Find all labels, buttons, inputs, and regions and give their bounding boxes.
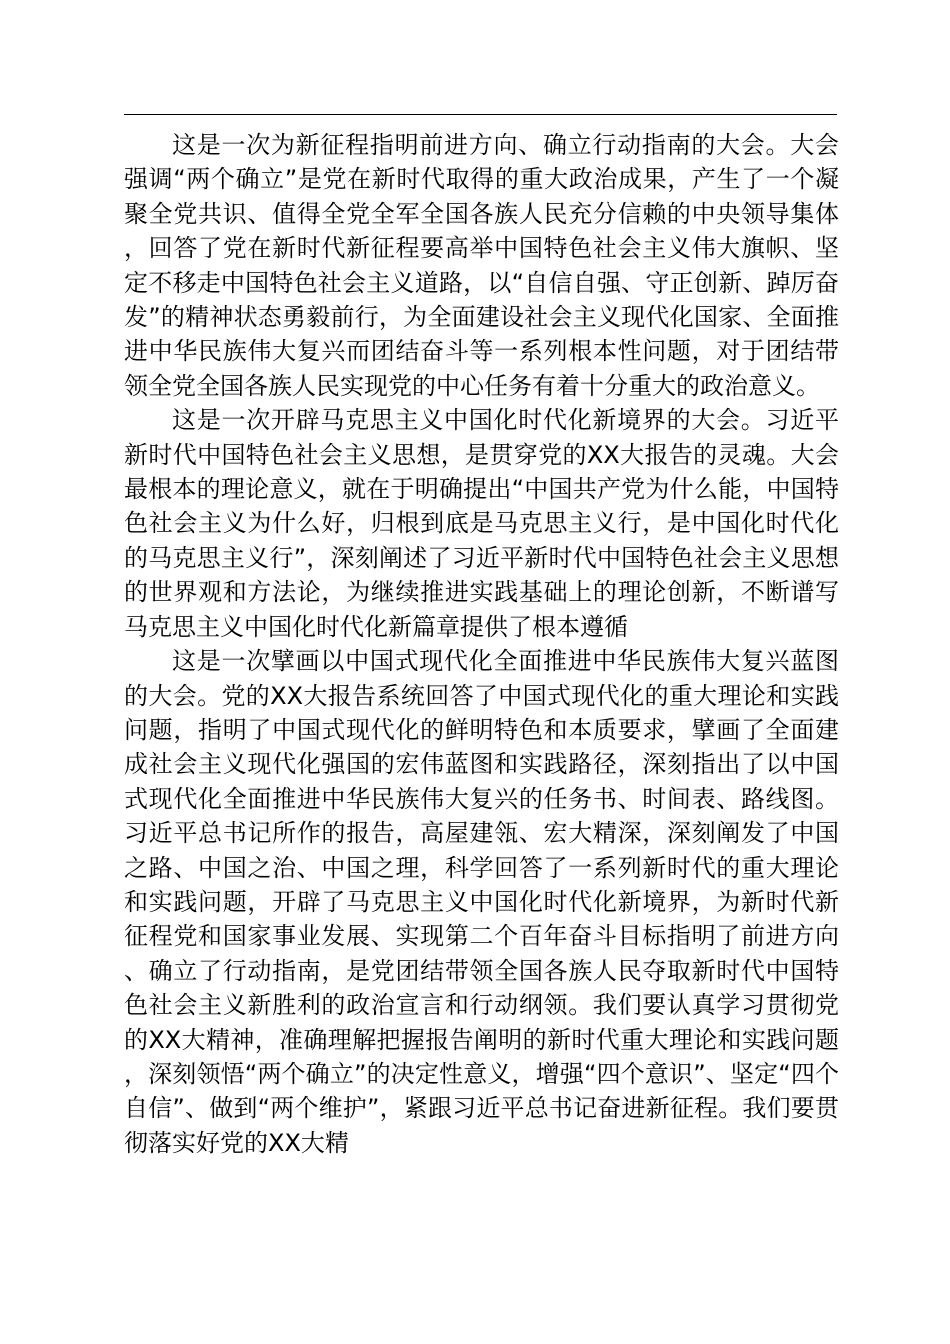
header-rule [124,114,837,115]
paragraph-3: 这是一次擘画以中国式现代化全面推进中华民族伟大复兴蓝图的大会。党的XX大报告系统回答了中国式现代化的重大理论和实践问题，指明了中国式现代化的鲜明特色和本质要求，擘画了全面建成社会主义现代化强国的宏伟蓝图和实践路径，深刻指出了以中国式现代化全面推进中华民族伟大复兴的任务书、时间表、路线图。习近平总书记所作的报告，高屋建瓴、宏大精深，深刻阐发了中国之路、中国之治、中国之理，科学回答了一系列新时代的重大理论和实践问题，开辟了马克思主义中国化时代化新境界，为新时代新征程党和国家事业发展、实现第二个百年奋斗目标指明了前进方向、确立了行动指南，是党团结带领全国各族人民夺取新时代中国特色社会主义新胜利的政治宣言和行动纲领。我们要认真学习贯彻党的XX大精神，准确理解把握报告阐明的新时代重大理论和实践问题，深刻领悟“两个确立”的决定性意义，增强“四个意识”、坚定“四个自信”、做到“两个维护”，紧跟习近平总书记奋进新征程。我们要贯彻落实好党的XX大精 [124,647,839,1157]
paragraph-2: 这是一次开辟马克思主义中国化时代化新境界的大会。习近平新时代中国特色社会主义思想，是贯穿党的XX大报告的灵魂。大会最根本的理论意义，就在于明确提出“中国共产党为什么能，中国特色社会主义为什么好，归根到底是马克思主义行，是中国化时代化的马克思主义行”，深刻阐述了习近平新时代中国特色社会主义思想的世界观和方法论，为继续推进实践基础上的理论创新，不断谱写马克思主义中国化时代化新篇章提供了根本遵循 [124,406,839,641]
document-body [124,128,839,1160]
paragraph-1: 这是一次为新征程指明前进方向、确立行动指南的大会。大会强调“两个确立”是党在新时代取得的重大政治成果，产生了一个凝聚全党共识、值得全党全军全国各族人民充分信赖的中央领导集体，回答了党在新时代新征程要高举中国特色社会主义伟大旗帜、坚定不移走中国特色社会主义道路，以“自信自强、守正创新、踔厉奋发”的精神状态勇毅前行，为全面建设社会主义现代化国家、全面推进中华民族伟大复兴而团结奋斗等一系列根本性问题，对于团结带领全党全国各族人民实现党的中心任务有着十分重大的政治意义。 [124,131,839,400]
